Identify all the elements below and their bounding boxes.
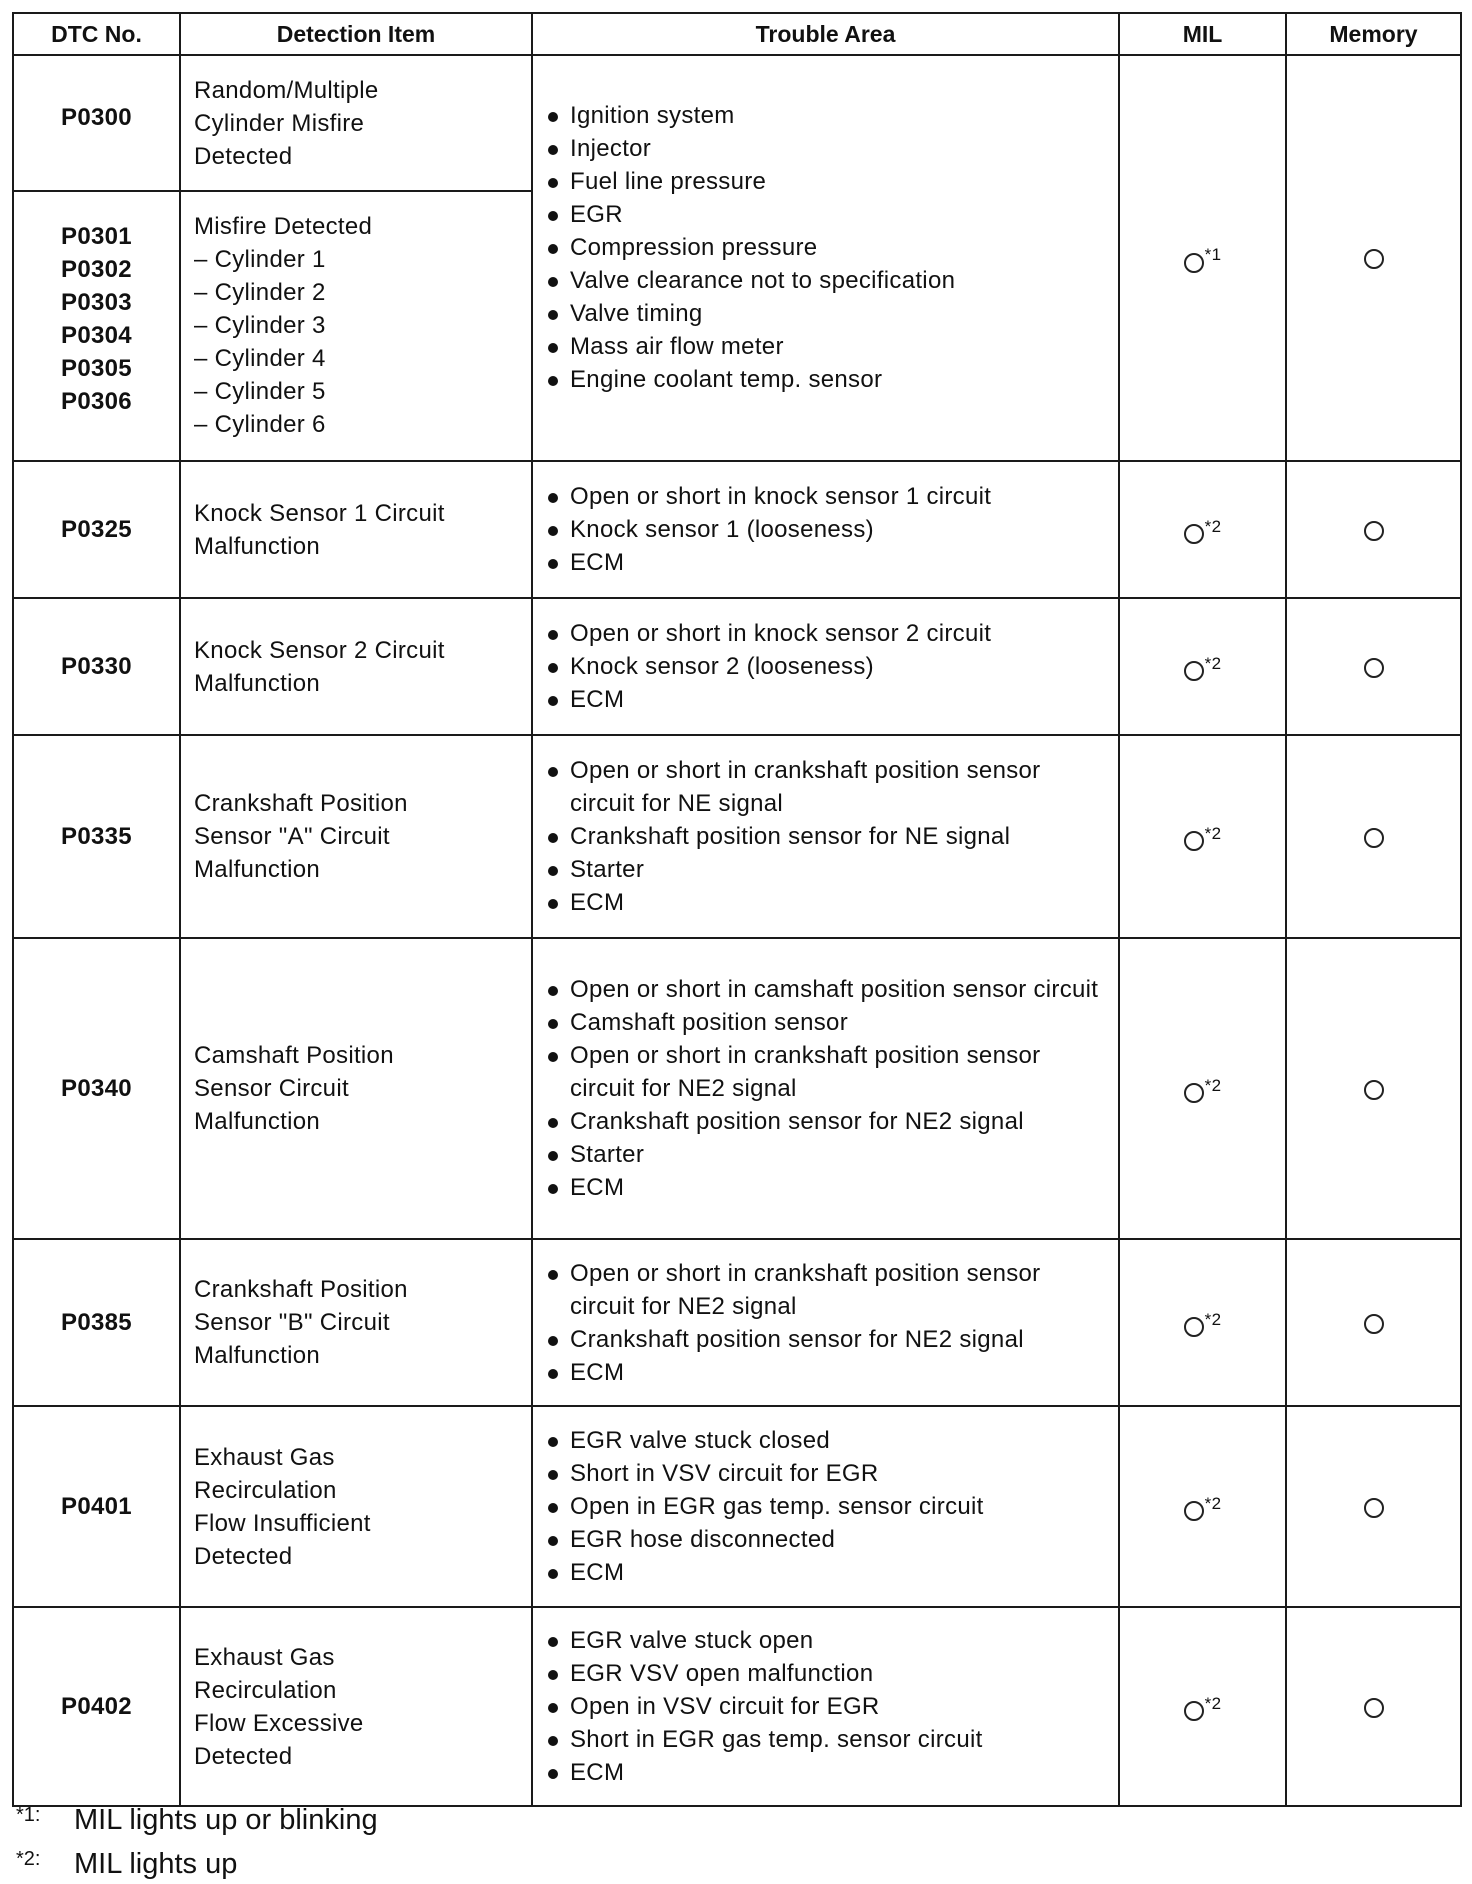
trouble-item: Valve clearance not to specification <box>545 264 1110 297</box>
mil-cell <box>1119 55 1286 461</box>
dtc-code-cell <box>13 598 180 735</box>
dtc-code-cell <box>13 55 180 191</box>
mil-note: *2 <box>1204 1075 1222 1095</box>
trouble-area-cell <box>532 1239 1119 1406</box>
dtc-code: P0401 <box>61 1493 132 1520</box>
mil-cell <box>1119 1406 1286 1607</box>
trouble-item: Open or short in knock sensor 1 circuit <box>545 480 1110 513</box>
memory-circle-icon <box>1364 1498 1384 1518</box>
dtc-code: P0300 <box>61 104 132 131</box>
detection-line: Cylinder Misfire <box>194 109 365 137</box>
trouble-item: ECM <box>545 1756 1110 1789</box>
detection-line: Knock Sensor 1 Circuit <box>194 499 445 527</box>
footnote-mark: *1: <box>16 1804 41 1826</box>
memory-circle-icon <box>1364 1314 1384 1334</box>
trouble-list <box>545 973 1110 1204</box>
memory-cell <box>1286 1607 1461 1806</box>
mil-circle-icon <box>1184 1701 1204 1721</box>
table-row <box>13 1607 1461 1806</box>
trouble-item: Ignition system <box>545 99 1110 132</box>
detection-line: Malfunction <box>194 1108 321 1135</box>
memory-cell <box>1286 1406 1461 1607</box>
dtc-code-cell <box>13 191 180 461</box>
detection-line: – Cylinder 5 <box>194 378 326 405</box>
dtc-code: P0304 <box>61 322 132 349</box>
dtc-code-cell <box>13 1607 180 1806</box>
dtc-code: P0402 <box>61 1693 132 1720</box>
mil-note: *2 <box>1204 823 1222 843</box>
dtc-code: P0302 <box>61 256 132 283</box>
table-row <box>13 735 1461 938</box>
memory-circle-icon <box>1364 249 1384 269</box>
trouble-area-cell <box>532 598 1119 735</box>
detection-line: Sensor "A" Circuit <box>194 823 390 850</box>
detection-line: – Cylinder 6 <box>194 411 326 438</box>
memory-cell <box>1286 1239 1461 1406</box>
trouble-item: Crankshaft position sensor for NE2 signal <box>545 1105 1110 1138</box>
detection-item-cell <box>180 191 532 461</box>
detection-line: Misfire Detected <box>194 213 373 240</box>
mil-circle-icon <box>1184 831 1204 851</box>
trouble-list <box>545 1257 1110 1389</box>
trouble-item: Fuel line pressure <box>545 165 1110 198</box>
mil-note: *2 <box>1204 1693 1222 1713</box>
trouble-area-cell <box>532 735 1119 938</box>
mil-circle-icon <box>1184 661 1204 681</box>
memory-cell <box>1286 598 1461 735</box>
table-row <box>13 598 1461 735</box>
detection-item-cell <box>180 598 532 735</box>
table-row <box>13 461 1461 598</box>
footnotes <box>16 1796 378 1884</box>
trouble-item: ECM <box>545 1356 1110 1389</box>
mil-cell <box>1119 735 1286 938</box>
detection-line: Knock Sensor 2 Circuit <box>194 636 445 664</box>
dtc-code: P0330 <box>61 653 132 680</box>
mil-cell <box>1119 461 1286 598</box>
memory-cell <box>1286 938 1461 1239</box>
trouble-item: Open in EGR gas temp. sensor circuit <box>545 1490 1110 1523</box>
mil-note: *2 <box>1204 1309 1222 1329</box>
mil-circle-icon <box>1184 1317 1204 1337</box>
dtc-code: P0303 <box>61 289 132 316</box>
trouble-item: Compression pressure <box>545 231 1110 264</box>
detection-line: – Cylinder 3 <box>194 312 326 339</box>
detection-line: – Cylinder 2 <box>194 279 326 306</box>
trouble-item: Injector <box>545 132 1110 165</box>
header-dtc-no: DTC No. <box>13 13 180 55</box>
trouble-list <box>545 99 1110 396</box>
mil-cell <box>1119 938 1286 1239</box>
footnote-mark: *2: <box>16 1848 41 1870</box>
trouble-item: Crankshaft position sensor for NE2 signal <box>545 1323 1110 1356</box>
trouble-area-cell <box>532 1406 1119 1607</box>
detection-line: Exhaust Gas <box>194 1643 335 1671</box>
trouble-item: Mass air flow meter <box>545 330 1110 363</box>
trouble-item: ECM <box>545 683 1110 716</box>
detection-line: Malfunction <box>194 856 321 883</box>
memory-circle-icon <box>1364 658 1384 678</box>
trouble-item: Short in VSV circuit for EGR <box>545 1457 1110 1490</box>
dtc-code-cell <box>13 461 180 598</box>
detection-item-cell <box>180 1406 532 1607</box>
dtc-code: P0325 <box>61 516 132 543</box>
trouble-item: EGR VSV open malfunction <box>545 1657 1110 1690</box>
mil-circle-icon <box>1184 1501 1204 1521</box>
trouble-item: ECM <box>545 1171 1110 1204</box>
detection-line: Recirculation <box>194 1676 337 1704</box>
detection-line: Flow Insufficient <box>194 1509 371 1537</box>
footnote-text: MIL lights up <box>74 1848 238 1880</box>
trouble-item: Camshaft position sensor <box>545 1006 1110 1039</box>
trouble-item: Short in EGR gas temp. sensor circuit <box>545 1723 1110 1756</box>
detection-line: Malfunction <box>194 1342 321 1369</box>
detection-line: Detected <box>194 1742 293 1770</box>
mil-circle-icon <box>1184 524 1204 544</box>
memory-circle-icon <box>1364 521 1384 541</box>
trouble-list <box>545 480 1110 579</box>
dtc-code: P0301 <box>61 223 132 250</box>
dtc-code-cell <box>13 938 180 1239</box>
trouble-item: Starter <box>545 1138 1110 1171</box>
header-detection-item: Detection Item <box>180 13 532 55</box>
trouble-item: Open or short in knock sensor 2 circuit <box>545 617 1110 650</box>
trouble-item: EGR valve stuck open <box>545 1624 1110 1657</box>
mil-note: *2 <box>1204 516 1222 536</box>
detection-item-cell <box>180 735 532 938</box>
trouble-item: EGR <box>545 198 1110 231</box>
detection-line: Malfunction <box>194 532 321 560</box>
trouble-item: Knock sensor 1 (looseness) <box>545 513 1110 546</box>
table-row <box>13 938 1461 1239</box>
trouble-item: Open or short in crankshaft position sensor circuit for NE signal <box>545 754 1110 820</box>
footnote <box>16 1796 378 1840</box>
mil-cell <box>1119 1607 1286 1806</box>
memory-circle-icon <box>1364 1080 1384 1100</box>
mil-cell <box>1119 1239 1286 1406</box>
mil-circle-icon <box>1184 1083 1204 1103</box>
mil-note: *1 <box>1204 245 1222 264</box>
detection-line: Camshaft Position <box>194 1042 394 1069</box>
dtc-code-cell <box>13 735 180 938</box>
trouble-area-cell <box>532 461 1119 598</box>
trouble-item: Open in VSV circuit for EGR <box>545 1690 1110 1723</box>
mil-cell <box>1119 598 1286 735</box>
trouble-item: Open or short in camshaft position sensor circuit <box>545 973 1110 1006</box>
trouble-item: Open or short in crankshaft position sensor circuit for NE2 signal <box>545 1257 1110 1323</box>
mil-circle-icon <box>1184 253 1204 273</box>
trouble-item: Crankshaft position sensor for NE signal <box>545 820 1110 853</box>
detection-line: Detected <box>194 1542 293 1570</box>
header-row <box>13 13 1461 55</box>
trouble-list <box>545 1424 1110 1589</box>
memory-circle-icon <box>1364 828 1384 848</box>
trouble-area-cell <box>532 1607 1119 1806</box>
detection-item-cell <box>180 55 532 191</box>
memory-circle-icon <box>1364 1698 1384 1718</box>
dtc-code: P0306 <box>61 388 132 415</box>
trouble-list <box>545 617 1110 716</box>
trouble-area-cell <box>532 55 1119 461</box>
detection-line: Sensor Circuit <box>194 1075 349 1102</box>
trouble-list <box>545 754 1110 919</box>
detection-line: Detected <box>194 142 293 170</box>
memory-cell <box>1286 735 1461 938</box>
dtc-code: P0385 <box>61 1309 132 1336</box>
detection-line: – Cylinder 4 <box>194 345 326 372</box>
dtc-code: P0340 <box>61 1075 132 1102</box>
trouble-area-cell <box>532 938 1119 1239</box>
trouble-item: Engine coolant temp. sensor <box>545 363 1110 396</box>
detection-line: Malfunction <box>194 669 321 697</box>
detection-item-cell <box>180 461 532 598</box>
dtc-code: P0305 <box>61 355 132 382</box>
memory-cell <box>1286 55 1461 461</box>
detection-line: Exhaust Gas <box>194 1443 335 1471</box>
footnote-text: MIL lights up or blinking <box>74 1804 378 1836</box>
table-row <box>13 1239 1461 1406</box>
dtc-code: P0335 <box>61 823 132 850</box>
trouble-item: EGR hose disconnected <box>545 1523 1110 1556</box>
table-row <box>13 55 1461 191</box>
footnote <box>16 1840 378 1884</box>
header-trouble-area: Trouble Area <box>532 13 1119 55</box>
dtc-table <box>12 12 1462 1807</box>
trouble-item: Open or short in crankshaft position sensor circuit for NE2 signal <box>545 1039 1110 1105</box>
memory-cell <box>1286 461 1461 598</box>
trouble-item: ECM <box>545 546 1110 579</box>
dtc-code-cell <box>13 1239 180 1406</box>
trouble-item: ECM <box>545 1556 1110 1589</box>
trouble-list <box>545 1624 1110 1789</box>
dtc-code-cell <box>13 1406 180 1607</box>
trouble-item: EGR valve stuck closed <box>545 1424 1110 1457</box>
header-memory: Memory <box>1286 13 1461 55</box>
detection-line: Random/Multiple <box>194 76 379 104</box>
trouble-item: ECM <box>545 886 1110 919</box>
detection-line: Flow Excessive <box>194 1709 364 1737</box>
header-mil: MIL <box>1119 13 1286 55</box>
trouble-item: Knock sensor 2 (looseness) <box>545 650 1110 683</box>
detection-line: Crankshaft Position <box>194 1276 408 1303</box>
detection-line: Recirculation <box>194 1476 337 1504</box>
trouble-item: Valve timing <box>545 297 1110 330</box>
mil-note: *2 <box>1204 1493 1222 1513</box>
mil-note: *2 <box>1204 653 1222 673</box>
detection-line: – Cylinder 1 <box>194 246 326 273</box>
trouble-item: Starter <box>545 853 1110 886</box>
detection-item-cell <box>180 1239 532 1406</box>
table-row <box>13 1406 1461 1607</box>
detection-line: Crankshaft Position <box>194 790 408 817</box>
detection-line: Sensor "B" Circuit <box>194 1309 390 1336</box>
detection-item-cell <box>180 938 532 1239</box>
detection-item-cell <box>180 1607 532 1806</box>
